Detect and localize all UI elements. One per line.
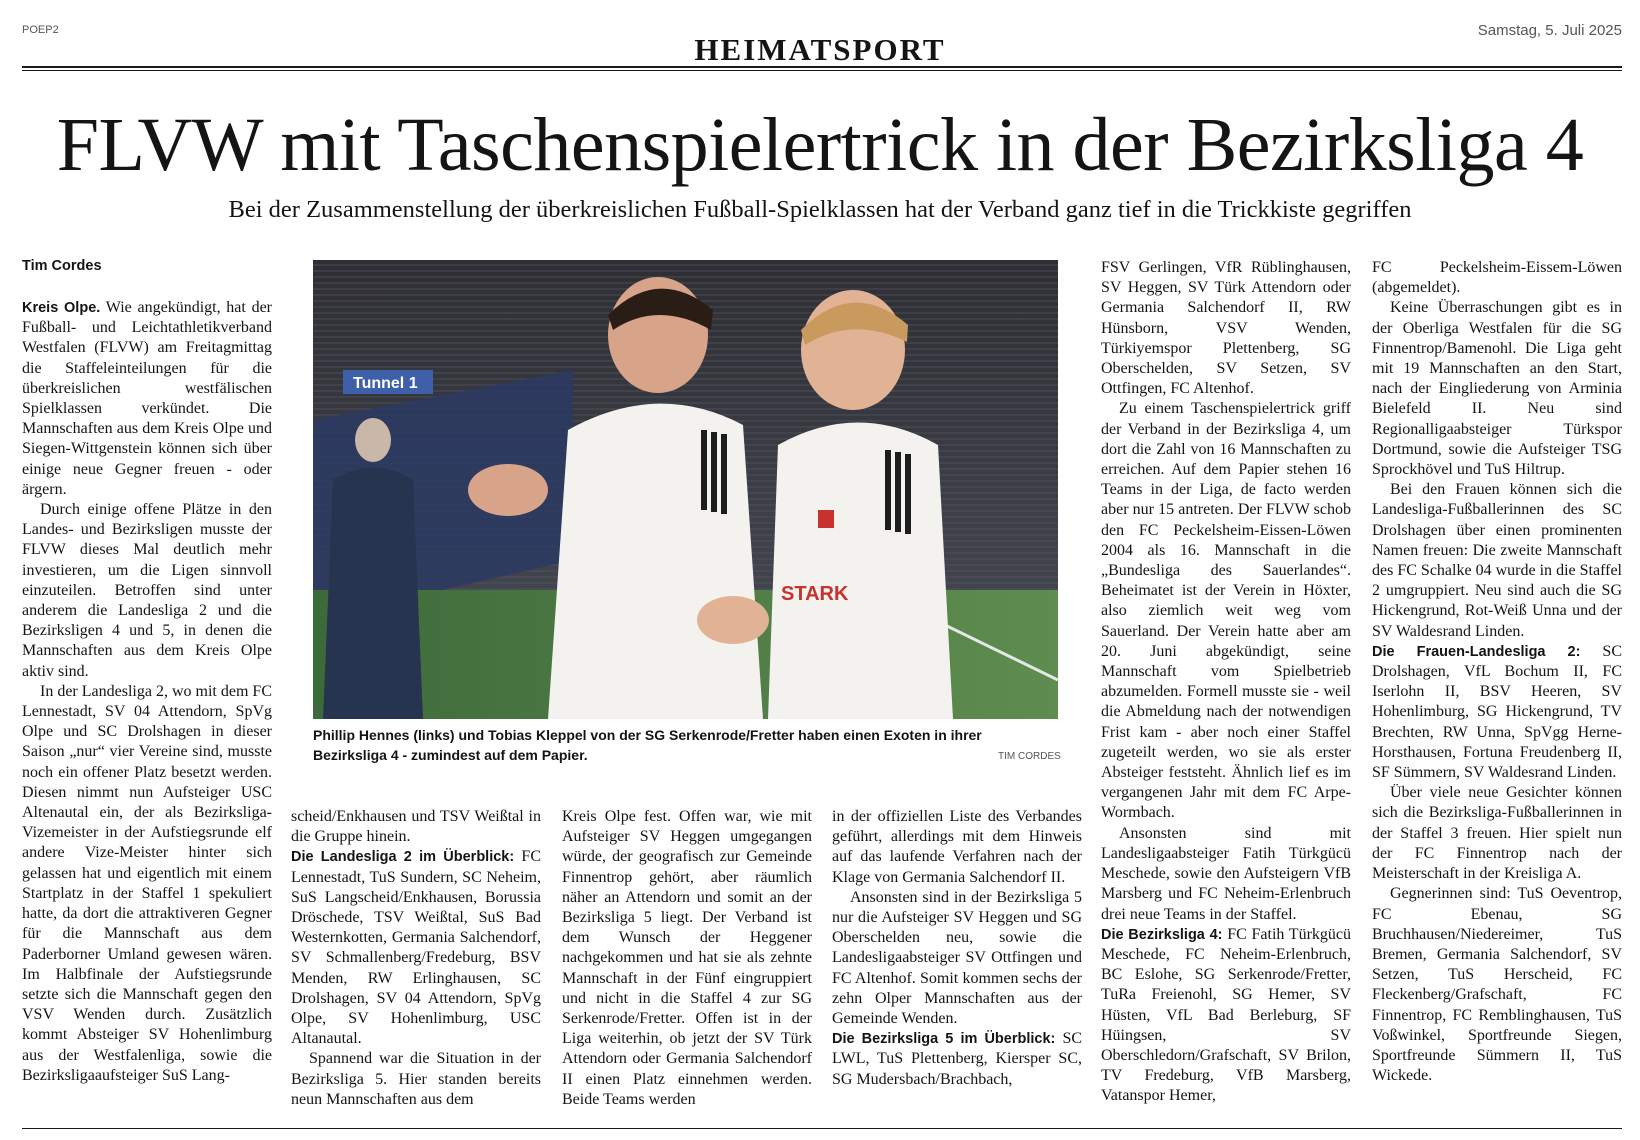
article-column-4 [832,807,1082,1116]
subline: Bei der Zusammenstellung der überkreislichen Fußball-Spielklassen hat der Verband ganz tief in die Trickkiste gegriffen [228,196,1412,223]
photo-players-applauding [313,260,1058,719]
paragraph: Durch einige offene Plätze in den Landes- und Bezirksligen musste der FLVW dieses Mal deutlich mehr investieren, um die Ligen sinnvoll einzuteilen. Betroffen sind unter anderem die Landesliga 2 und die Bezirksligen 4 und 5, in denen die Mannschaften aus dem Kreis Olpe aktiv sind. [22,501,272,680]
article-column-3 [562,807,812,1116]
paragraph: FC Peckelsheim-Eissem-Löwen (abgemeldet). [1372,259,1622,297]
paragraph: FC Lennestadt, TuS Sundern, SC Neheim, SuS Langscheid/Enkhausen, Borussia Dröschede, TSV Weißtal, SuS Bad Westernkotten, Germania Salchendorf, SV Schmallenberg/Fredeburg, BSV Menden, RW Erlinghausen, SC Drolshagen, SV 04 Attendorn, SpVg Olpe, SV Hohenlimburg, USC Altanautal. [291,848,541,1048]
list-heading: Die Bezirksliga 5 im Überblick: [832,1031,1056,1048]
article-column-2 [291,807,541,1116]
paragraph: Wie angekündigt, hat der Fußball- und Leichtathletikverband Westfalen (FLVW) am Freitagmittag die Staffeleinteilungen für die überkreislichen westfälischen Spielklassen verkündet. Die Mannschaften aus dem Kreis Olpe und Siegen-Wittgenstein können sich über einige neue Gegner freuen - oder ärgern. [22,299,272,498]
article-column-1 [22,298,272,1116]
paragraph: Über viele neue Gesichter können sich die Bezirksliga-Fußballerinnen in der Staffel 3 freuen. Hier spielt nun der FC Finnentrop nach der Meisterschaft in der Kreisliga A. [1372,784,1622,883]
paragraph: Zu einem Taschenspielertrick griff der Verband in der Bezirksliga 4, um dort die Zahl von 16 Mannschaften zu erreichen. Auf dem Papier stehen 16 Teams in der Liga, de facto werden aber nur 15 antreten. Der FLVW schob den FC Peckelsheim-Eissen-Löwen 2004 als 16. Mannschaft in die „Bundesliga des Sauerlandes“. Beheimatet ist der Verein in Höxter, also ziemlich weit weg vom Sauerland. Der Verein hatte aber am 20. Juni abgekündigt, seine Mannschaft vom Spielbetrieb abzumelden. Formell musste sie - weil die Abmeldung nach der notwendigen Frist kam - aber noch einer Staffel zugeteilt werden, wo sie als erster Absteiger feststeht. Ähnlich lief es im vergangenen Jahr mit dem FC Arpe-Wormbach. [1101,400,1351,822]
paragraph: scheid/Enkhausen und TSV Weißtal in die Gruppe hinein. [291,808,541,846]
paragraph: Keine Überraschungen gibt es in der Oberliga Westfalen für die SG Finnentrop/Bamenohl. Die Liga geht mit 19 Mannschaften an den Start, nach der Eingliederung von Arminia Bielefeld II. Neu sind Regionalligaabsteiger Türkspor Dortmund, sowie die Aufsteiger TSG Sprockhövel und TuS Hiltrup. [1372,299,1622,479]
paragraph: In der Landesliga 2, wo mit dem FC Lennestadt, SV 04 Attendorn, SpVg Olpe und SC Drolshagen in dieser Saison „nur“ vier Vereine sind, musste noch ein offener Platz besetzt werden. Diesen nimmt nun Aufsteiger USC Altenautal ein, der als Bezirksliga-Vizemeister in der Aufstiegsrunde elf andere Vize-Meister hinter sich gelassen hat und eigentlich mit einem Startplatz in der Staffel 1 spekuliert hatte, da dort die attraktiveren Gegner für die Mannschaft aus dem Paderborner Umland gewesen wären. Im Halbfinale der Aufstiegsrunde setzte sich die Mannschaft gegen den VSV Wenden durch. Zusätzlich kommt Absteiger SV Hohenlimburg aus der Westfalenliga, sowie die Bezirksligaaufsteiger SuS Lang- [22,682,272,1084]
paragraph: SC LWL, TuS Plettenberg, Kiersper SC, SG Mudersbach/Brachbach, [832,1030,1082,1088]
photo-caption: Phillip Hennes (links) und Tobias Kleppel von der SG Serkenrode/Fretter haben einen Exoten in ihrer Bezirksliga 4 - zumindest auf dem Papier. [313,727,982,763]
list-heading: Die Landesliga 2 im Überblick: [291,849,515,866]
page-code: POEP2 [22,24,59,36]
tunnel-sign: Tunnel 1 [353,375,418,392]
paragraph: in der offiziellen Liste des Verbandes geführt, allerdings mit dem Hinweis auf das laufende Verfahren nach der Klage von Germania Salchendorf II. [832,808,1082,886]
footer-rule [22,1128,1622,1129]
article-column-5 [1101,258,1351,1116]
header-rule [22,66,1622,68]
paragraph: Gegnerinnen sind: TuS Oeventrop, FC Ebenau, SG Bruchhausen/Niedereimer, TuS Bremen, Germania Salchendorf, SV Setzen, TuS Herscheid, FC Fleckenberg/Grafschaft, FC Finnentrop, FC Remblinghausen, TuS Voßwinkel, Sportfreunde Siegen, Sportfreunde Sümmern II, TuS Wickede. [1372,885,1622,1085]
sponsor-logo: STARK [781,583,849,605]
author: Tim Cordes [22,258,102,274]
paragraph: FC Fatih Türkgücü Meschede, FC Neheim-Erlenbruch, BC Eslohe, SG Serkenrode/Fretter, TuRa Freienohl, SG Hemer, SV Hüsten, VfL Bad Berleburg, SF Hüingsen, SV Oberschledorn/Grafschaft, SV Brilon, TV Fredeburg, VfB Marsberg, Vatanspor Hemer, [1101,925,1351,1105]
article-photo [313,260,1058,719]
paragraph: Kreis Olpe fest. Offen war, wie mit Aufsteiger SV Heggen umgegangen würde, der geografisch zur Gemeinde Finnentrop gehört, aber räumlich näher an Attendorn und somit an der Bezirksliga 5 liegt. Der Verband ist dem Wunsch der Heggener nachgekommen und hat sie als zehnte Mannschaft in der Fünf eingruppiert und nicht in die Staffel 4 zur SG Serkenrode/Fretter. Offen ist in der Liga weiterhin, ob jetzt der SV Türk Attendorn oder Germania Salchendorf II einen Platz einnehmen werden. Beide Teams werden [562,808,812,1108]
paragraph: Ansonsten sind mit Landesligaabsteiger Fatih Türkgücü Meschede, sowie den Aufsteigern VfB Marsberg und FC Neheim-Erlenbruch drei neue Teams in der Staffel. [1101,824,1351,923]
headline: FLVW mit Taschenspielertrick in der Bezirksliga 4 [56,103,1584,187]
paragraph: Bei den Frauen können sich die Landesliga-Fußballerinnen des SC Drolshagen über einen prominenten Namen freuen: Die zweite Mannschaft des FC Schalke 04 wurde in die Staffel 2 umgruppiert. Neu sind auch die SG Hickengrund, Rot-Weiß Unna und der SV Waldesrand Linden. [1372,481,1622,640]
header-rule-thin [22,70,1622,71]
issue-date: Samstag, 5. Juli 2025 [1477,22,1622,39]
dateline: Kreis Olpe. [22,300,101,316]
photo-credit: TIM CORDES [998,751,1061,762]
section-title: HEIMATSPORT [694,32,946,67]
paragraph: Ansonsten sind in der Bezirksliga 5 nur die Aufsteiger SV Heggen und SG Oberschelden neu, sowie die Landesligaabsteiger SV Ottfingen und FC Altenhof. Somit kommen sechs der zehn Olper Mannschaften aus der Gemeinde Wenden. [832,888,1082,1028]
list-heading: Die Bezirksliga 4: [1101,926,1223,943]
paragraph: SC Drolshagen, VfL Bochum II, FC Iserlohn II, BSV Heeren, SV Hohenlimburg, SG Hickengrund, TV Brechten, RW Unna, SpVgg Herne-Horsthausen, Fortuna Freudenberg II, SF Sümmern, SV Waldesrand Linden. [1372,642,1622,782]
article-column-6 [1372,258,1622,1116]
paragraph: FSV Gerlingen, VfR Rüblinghausen, SV Heggen, SV Türk Attendorn oder Germania Salchendorf II, RW Hünsborn, VSV Wenden, Türkiyemspor Plettenberg, SG Oberschelden, SV Setzen, SV Ottfingen, FC Altenhof. [1101,259,1351,398]
paragraph: Spannend war die Situation in der Bezirksliga 5. Hier standen bereits neun Mannschaften aus dem [291,1050,541,1108]
list-heading: Die Frauen-Landesliga 2: [1372,643,1581,660]
